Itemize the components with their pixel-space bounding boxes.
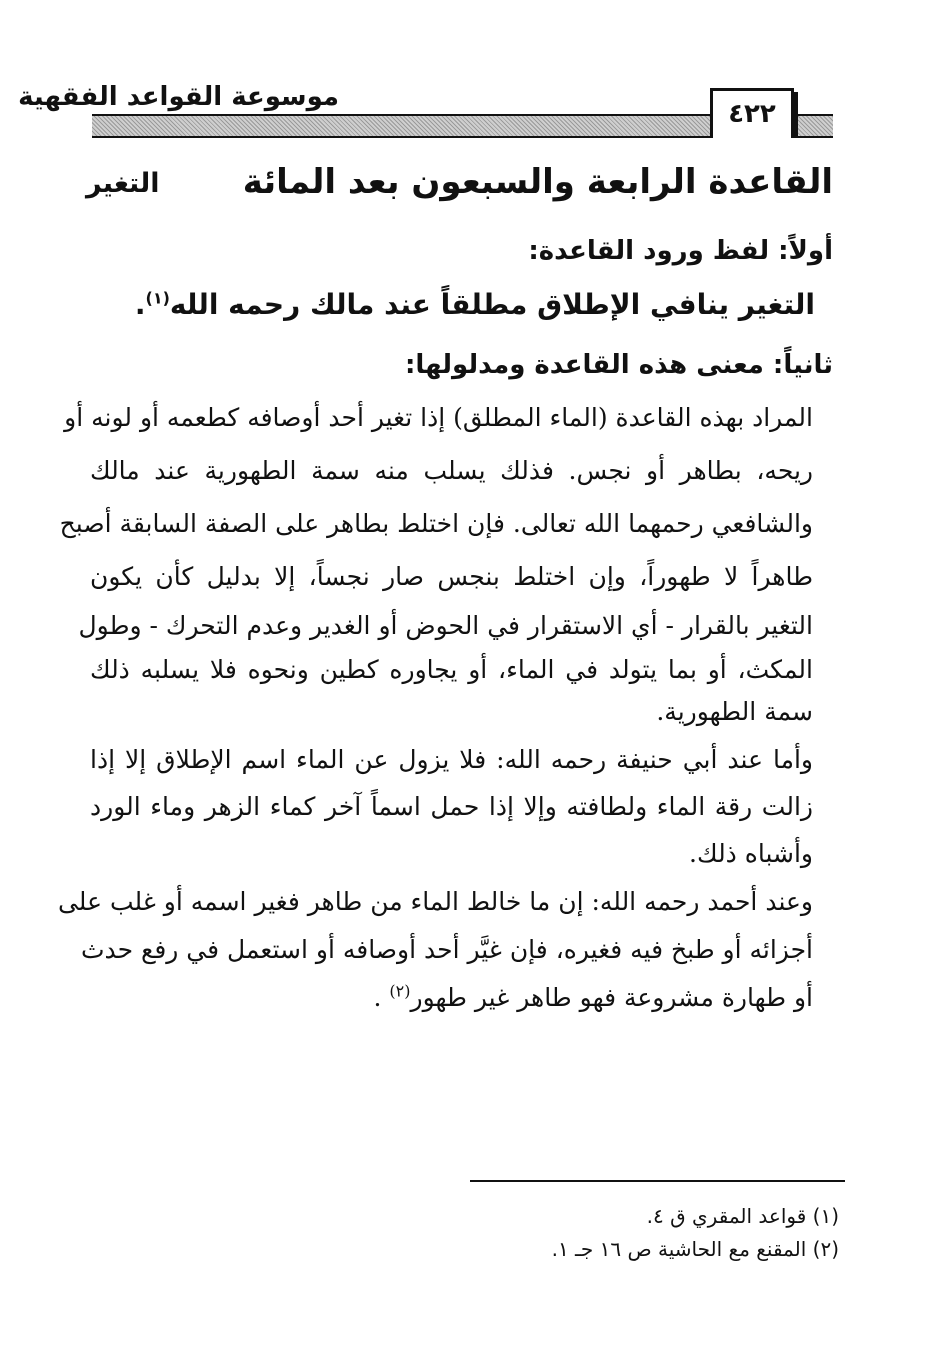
rule-title: القاعدة الرابعة والسبعون بعد المائة (242, 162, 833, 202)
body-line-4: طاهراً لا طهوراً، وإن اختلط بنجس صار نجساً، إلا بدليل كأن يكون (90, 562, 813, 591)
section2-heading: ثانياً: معنى هذه القاعدة ومدلولها: (404, 350, 833, 380)
body-line-11: وعند أحمد رحمه الله: إن ما خالط الماء من طاهر فغير اسمه أو غلب على (57, 887, 813, 916)
footnote-ref-2: (٢) (389, 981, 411, 1001)
body-line-12: أجزائه أو طبخ فيه فغيره، فإن غيَّر أحد أوصافه أو استعمل في رفع حدث (80, 935, 813, 964)
body-line-10: وأشباه ذلك. (689, 839, 813, 868)
body-line-7: سمة الطهورية. (656, 697, 813, 726)
body-line-13-end: . (373, 983, 382, 1012)
rule-statement-end: . (134, 288, 146, 321)
body-line-1: المراد بهذه القاعدة (الماء المطلق) إذا تغير أحد أوصافه كطعمه أو لونه أو (64, 403, 813, 432)
footnote-ref-1: (١) (145, 288, 170, 308)
body-line-8: وأما عند أبي حنيفة رحمه الله: فلا يزول عن الماء اسم الإطلاق إلا إذا (90, 745, 813, 774)
footnote-separator (470, 1180, 845, 1182)
body-line-13 (374, 978, 814, 1018)
body-line-2: ريحه، بطاهر أو نجس. فذلك يسلب منه سمة الطهورية عند مالك (90, 456, 813, 485)
keyword-label: التغير (86, 168, 160, 199)
footnote-1: (١) قواعد المقري ق ٤. (646, 1204, 839, 1228)
page-number: ٤٢٢ (710, 88, 794, 138)
rule-statement (135, 288, 815, 321)
body-line-5: التغير بالقرار - أي الاستقرار في الحوض أو الغدير وعدم التحرك - وطول (78, 611, 813, 640)
running-header-title: موسوعة القواعد الفقهية (18, 82, 339, 112)
body-line-6: المكث، أو بما يتولد في الماء، أو يجاوره كطين ونحوه فلا يسلبه ذلك (90, 655, 813, 684)
rule-statement-text: التغير ينافي الإطلاق مطلقاً عند مالك رحمه الله (169, 288, 815, 321)
body-line-3: والشافعي رحمهما الله تعالى. فإن اختلط بطاهر على الصفة السابقة أصبح (59, 509, 813, 538)
footnote-2: (٢) المقنع مع الحاشية ص ١٦ جـ ١. (551, 1237, 839, 1261)
body-line-13-text: أو طهارة مشروعة فهو طاهر غير طهور (410, 983, 813, 1012)
section1-heading: أولاً: لفظ ورود القاعدة: (528, 236, 833, 266)
body-line-9: زالت رقة الماء ولطافته وإلا إذا حمل اسماً آخر كماء الزهر وماء الورد (90, 792, 813, 821)
